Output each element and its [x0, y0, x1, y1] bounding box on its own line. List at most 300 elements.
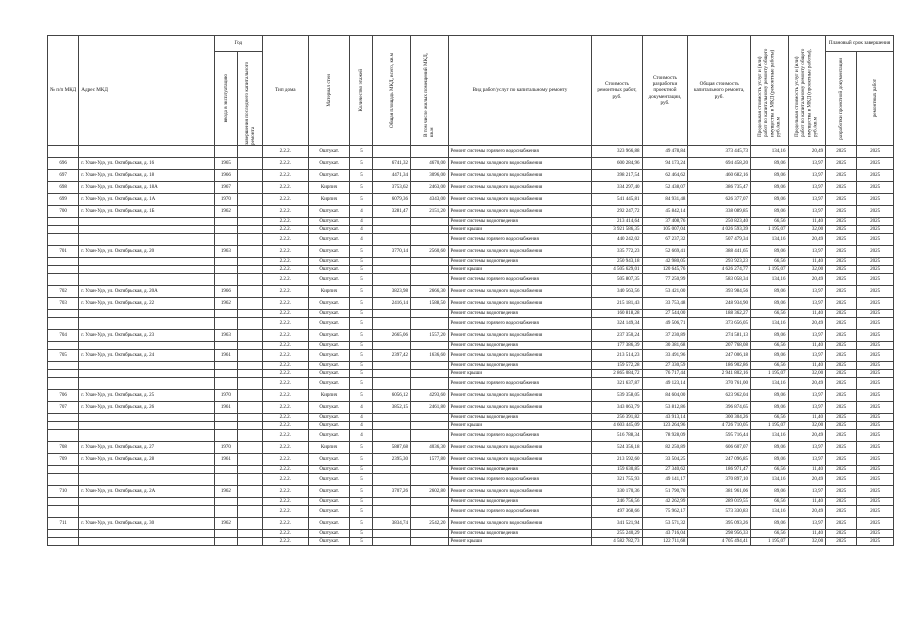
cell-total-cost: 4 705 494,41 — [688, 538, 751, 546]
cell-num — [48, 414, 79, 422]
cell-project-cost: 33 753,48 — [642, 298, 688, 310]
cell-repair-cost: 398 217,54 — [592, 170, 642, 182]
cell-max-cost-project: 11,40 — [788, 342, 826, 350]
cell-work-type: Ремонт системы горячего водоснабжения — [448, 234, 592, 246]
cell-floors: 5 — [350, 530, 373, 538]
cell-work-type: Ремонт системы холодного водоснабжения — [448, 518, 592, 530]
cell-address: г. Улан-Удэ, ул. Октябрьская, д. 25 — [79, 390, 215, 402]
cell-wall-material: Оштукат. — [308, 310, 350, 318]
cell-project-cost: 43 716,04 — [642, 530, 688, 538]
cell-max-cost: 89,06 — [750, 454, 788, 466]
cell-address — [79, 342, 215, 350]
cell-repair-cost: 3 921 586,35 — [592, 226, 642, 234]
cell-max-cost: 89,06 — [750, 158, 788, 170]
cell-work-type: Ремонт системы водоотведения — [448, 530, 592, 538]
cell-total-area — [373, 370, 411, 378]
cell-floors: 5 — [350, 390, 373, 402]
cell-house-type: 2.2.2. — [262, 390, 308, 402]
table-row — [48, 274, 894, 286]
cell-year-reconstruction — [237, 286, 262, 298]
cell-max-cost: 134,16 — [750, 146, 788, 158]
cell-wall-material: Кирпич — [308, 390, 350, 402]
cell-wall-material: Оштукат. — [308, 246, 350, 258]
cell-total-area — [373, 498, 411, 506]
cell-year-reconstruction — [237, 218, 262, 226]
cell-max-cost-project: 20,49 — [788, 146, 826, 158]
cell-wall-material: Оштукат. — [308, 414, 350, 422]
cell-num — [48, 266, 79, 274]
header-max-cost-project: Предельная стоимость услуг и (или) работ по капитальному ремонту общего имущества в МКД (проектные работы), руб./кв.м — [794, 48, 819, 137]
cell-max-cost-project: 20,49 — [788, 378, 826, 390]
cell-work-type: Ремонт системы холодного водоснабжения — [448, 442, 592, 454]
cell-total-area — [373, 466, 411, 474]
cell-living-area: 2151,20 — [410, 206, 448, 218]
cell-year-reconstruction — [237, 474, 262, 486]
cell-house-type: 2.2.2. — [262, 194, 308, 206]
cell-work-type: Ремонт системы горячего водоснабжения — [448, 318, 592, 330]
cell-wall-material: Оштукат. — [308, 274, 350, 286]
cell-repair-cost: 292 247,72 — [592, 206, 642, 218]
cell-total-cost: 381 961,06 — [688, 486, 751, 498]
cell-floors: 4 — [350, 234, 373, 246]
cell-wall-material: Оштукат. — [308, 422, 350, 430]
cell-floors: 5 — [350, 318, 373, 330]
table-row — [48, 378, 894, 390]
cell-plan-project: 2025 — [826, 226, 857, 234]
table-row — [48, 310, 894, 318]
table-row — [48, 530, 894, 538]
cell-total-cost: 207 768,08 — [688, 342, 751, 350]
cell-total-cost: 298 956,33 — [688, 530, 751, 538]
cell-plan-project: 2025 — [826, 350, 857, 362]
cell-max-cost-project: 13,97 — [788, 350, 826, 362]
cell-num: 703 — [48, 298, 79, 310]
cell-living-area: 2560,60 — [410, 246, 448, 258]
cell-living-area — [410, 266, 448, 274]
table-row — [48, 342, 894, 350]
cell-work-type: Ремонт системы холодного водоснабжения — [448, 206, 592, 218]
cell-house-type: 2.2.2. — [262, 170, 308, 182]
cell-repair-cost: 321 637,87 — [592, 378, 642, 390]
table-row — [48, 206, 894, 218]
cell-year-commissioning: 1962 — [214, 206, 237, 218]
cell-address: г. Улан-Удэ, ул. Октябрьская, д. 18 — [79, 170, 215, 182]
cell-max-cost-project: 20,49 — [788, 274, 826, 286]
cell-wall-material: Кирпич — [308, 194, 350, 206]
cell-max-cost-project: 13,97 — [788, 518, 826, 530]
cell-living-area — [410, 226, 448, 234]
header-wall-material: Материал стен — [326, 74, 332, 107]
cell-num: 710 — [48, 486, 79, 498]
cell-work-type: Ремонт системы горячего водоснабжения — [448, 474, 592, 486]
cell-floors: 5 — [350, 310, 373, 318]
cell-work-type: Ремонт крыши — [448, 538, 592, 546]
cell-work-type: Ремонт системы холодного водоснабжения — [448, 286, 592, 298]
header-plan-works: ремонтных работ — [872, 79, 879, 118]
cell-plan-project: 2025 — [826, 538, 857, 546]
cell-house-type: 2.2.2. — [262, 146, 308, 158]
cell-year-commissioning — [214, 474, 237, 486]
cell-house-type: 2.2.2. — [262, 538, 308, 546]
cell-plan-works: 2025 — [857, 342, 894, 350]
cell-project-cost: 75 962,17 — [642, 506, 688, 518]
cell-total-area — [373, 146, 411, 158]
cell-plan-works: 2025 — [857, 362, 894, 370]
cell-total-area: 3281,47 — [373, 206, 411, 218]
cell-total-area: 3852,15 — [373, 402, 411, 414]
cell-work-type: Ремонт системы холодного водоснабжения — [448, 402, 592, 414]
cell-project-cost: 52 669,41 — [642, 246, 688, 258]
cell-year-reconstruction — [237, 258, 262, 266]
cell-repair-cost: 4 603 445,09 — [592, 422, 642, 430]
cell-living-area — [410, 218, 448, 226]
cell-house-type: 2.2.2. — [262, 378, 308, 390]
cell-repair-cost: 497 368,66 — [592, 506, 642, 518]
cell-plan-project: 2025 — [826, 258, 857, 266]
cell-project-cost: 43 913,14 — [642, 414, 688, 422]
cell-total-cost: 250 823,40 — [688, 218, 751, 226]
cell-house-type: 2.2.2. — [262, 246, 308, 258]
cell-repair-cost: 4 505 629,01 — [592, 266, 642, 274]
cell-plan-works: 2025 — [857, 218, 894, 226]
cell-plan-works: 2025 — [857, 206, 894, 218]
cell-floors: 5 — [350, 146, 373, 158]
cell-work-type: Ремонт системы водоотведения — [448, 362, 592, 370]
cell-house-type: 2.2.2. — [262, 442, 308, 454]
cell-house-type: 2.2.2. — [262, 370, 308, 378]
cell-total-cost: 293 923,23 — [688, 258, 751, 266]
cell-year-commissioning — [214, 146, 237, 158]
cell-total-cost: 573 330,83 — [688, 506, 751, 518]
header-repair-cost: Стоимость ремонтных работ, руб. — [592, 36, 642, 146]
cell-year-reconstruction — [237, 246, 262, 258]
table-row — [48, 466, 894, 474]
cell-wall-material: Оштукат. — [308, 234, 350, 246]
cell-work-type: Ремонт крыши — [448, 370, 592, 378]
cell-total-cost: 289 019,55 — [688, 498, 751, 506]
cell-year-commissioning — [214, 498, 237, 506]
cell-max-cost-project: 13,97 — [788, 486, 826, 498]
cell-address — [79, 474, 215, 486]
cell-project-cost: 33 491,96 — [642, 350, 688, 362]
cell-plan-works: 2025 — [857, 538, 894, 546]
cell-wall-material: Кирпич — [308, 182, 350, 194]
cell-max-cost-project: 13,97 — [788, 390, 826, 402]
cell-num — [48, 342, 79, 350]
cell-plan-project: 2025 — [826, 234, 857, 246]
cell-address — [79, 310, 215, 318]
table-row — [48, 318, 894, 330]
cell-work-type: Ремонт системы водоотведения — [448, 498, 592, 506]
cell-plan-project: 2025 — [826, 414, 857, 422]
cell-address — [79, 234, 215, 246]
header-plan-project: разработки проектной документации — [838, 57, 845, 140]
cell-project-cost: 94 173,24 — [642, 158, 688, 170]
cell-max-cost-project: 32,00 — [788, 538, 826, 546]
table-row — [48, 422, 894, 430]
cell-repair-cost: 516 788,34 — [592, 430, 642, 442]
cell-living-area — [410, 234, 448, 246]
cell-max-cost: 66,56 — [750, 498, 788, 506]
cell-living-area — [410, 466, 448, 474]
cell-address: г. Улан-Удэ, ул. Октябрьская, д. 28 — [79, 454, 215, 466]
cell-num: 704 — [48, 330, 79, 342]
cell-project-cost: 49 478,84 — [642, 146, 688, 158]
cell-max-cost: 89,06 — [750, 486, 788, 498]
cell-total-cost: 583 058,34 — [688, 274, 751, 286]
table-row — [48, 454, 894, 466]
cell-wall-material: Оштукат. — [308, 454, 350, 466]
cell-max-cost: 66,56 — [750, 466, 788, 474]
cell-total-area: 3770,14 — [373, 246, 411, 258]
cell-max-cost-project: 13,97 — [788, 454, 826, 466]
cell-max-cost: 134,16 — [750, 474, 788, 486]
cell-project-cost: 49 506,71 — [642, 318, 688, 330]
cell-project-cost: 27 340,62 — [642, 466, 688, 474]
cell-address — [79, 506, 215, 518]
cell-wall-material: Оштукат. — [308, 206, 350, 218]
cell-work-type: Ремонт системы водоотведения — [448, 258, 592, 266]
cell-max-cost-project: 32,00 — [788, 370, 826, 378]
cell-total-cost: 626 377,07 — [688, 194, 751, 206]
cell-address — [79, 498, 215, 506]
cell-floors: 5 — [350, 158, 373, 170]
cell-year-reconstruction — [237, 350, 262, 362]
cell-year-reconstruction — [237, 274, 262, 286]
cell-living-area: 1557,20 — [410, 330, 448, 342]
cell-total-cost: 4 026 593,39 — [688, 226, 751, 234]
cell-address: г. Улан-Удэ, ул. Октябрьская, д. 20 — [79, 246, 215, 258]
cell-plan-works: 2025 — [857, 442, 894, 454]
cell-year-commissioning — [214, 506, 237, 518]
cell-floors: 5 — [350, 330, 373, 342]
table-row — [48, 430, 894, 442]
table-row — [48, 194, 894, 206]
cell-floors: 5 — [350, 182, 373, 194]
cell-plan-works: 2025 — [857, 454, 894, 466]
cell-num — [48, 506, 79, 518]
cell-wall-material: Оштукат. — [308, 538, 350, 546]
cell-repair-cost: 246 756,56 — [592, 498, 642, 506]
cell-max-cost: 89,06 — [750, 518, 788, 530]
cell-total-cost: 300 304,26 — [688, 414, 751, 422]
cell-total-cost: 247 096,85 — [688, 454, 751, 466]
cell-year-commissioning: 1966 — [214, 286, 237, 298]
cell-repair-cost: 213 414,64 — [592, 218, 642, 226]
cell-year-commissioning — [214, 234, 237, 246]
header-living-area: В том числе жилых помещений МКД, кв.м — [423, 52, 436, 137]
cell-num: 708 — [48, 442, 79, 454]
cell-total-area — [373, 310, 411, 318]
cell-repair-cost: 440 242,02 — [592, 234, 642, 246]
cell-address — [79, 218, 215, 226]
cell-plan-works: 2025 — [857, 330, 894, 342]
cell-total-cost: 186 971,47 — [688, 466, 751, 474]
cell-total-cost: 247 006,18 — [688, 350, 751, 362]
table-row — [48, 362, 894, 370]
cell-living-area — [410, 414, 448, 422]
cell-year-commissioning — [214, 466, 237, 474]
cell-project-cost: 84 931,48 — [642, 194, 688, 206]
cell-num — [48, 370, 79, 378]
cell-house-type: 2.2.2. — [262, 498, 308, 506]
cell-year-reconstruction — [237, 414, 262, 422]
cell-year-reconstruction — [237, 518, 262, 530]
cell-repair-cost: 159 572,28 — [592, 362, 642, 370]
cell-max-cost: 1 195,07 — [750, 226, 788, 234]
cell-max-cost-project: 32,00 — [788, 422, 826, 430]
cell-year-commissioning — [214, 318, 237, 330]
cell-max-cost-project: 13,97 — [788, 402, 826, 414]
cell-house-type: 2.2.2. — [262, 466, 308, 474]
cell-work-type: Ремонт системы холодного водоснабжения — [448, 454, 592, 466]
cell-num — [48, 146, 79, 158]
cell-address — [79, 226, 215, 234]
cell-address: г. Улан-Удэ, ул. Октябрьская, д. 22 — [79, 298, 215, 310]
cell-plan-project: 2025 — [826, 422, 857, 430]
cell-year-commissioning — [214, 422, 237, 430]
cell-living-area: 2461,80 — [410, 402, 448, 414]
cell-project-cost: 42 262,99 — [642, 498, 688, 506]
cell-plan-works: 2025 — [857, 310, 894, 318]
cell-total-area — [373, 266, 411, 274]
cell-project-cost: 53 571,32 — [642, 518, 688, 530]
table-row — [48, 182, 894, 194]
cell-address: г. Улан-Удэ, ул. Октябрьская, д. 24 — [79, 350, 215, 362]
cell-year-commissioning: 1970 — [214, 390, 237, 402]
cell-repair-cost: 524 356,18 — [592, 442, 642, 454]
cell-repair-cost: 250 943,18 — [592, 258, 642, 266]
cell-max-cost: 89,06 — [750, 402, 788, 414]
cell-project-cost: 82 250,89 — [642, 442, 688, 454]
cell-address: г. Улан-Удэ, ул. Октябрьская, д. 16 — [79, 158, 215, 170]
cell-project-cost: 120 645,76 — [642, 266, 688, 274]
cell-plan-project: 2025 — [826, 194, 857, 206]
cell-wall-material: Оштукат. — [308, 362, 350, 370]
cell-floors: 5 — [350, 274, 373, 286]
cell-plan-project: 2025 — [826, 274, 857, 286]
cell-total-cost: 694 458,20 — [688, 158, 751, 170]
cell-wall-material: Оштукат. — [308, 486, 350, 498]
cell-max-cost-project: 13,97 — [788, 194, 826, 206]
cell-total-area — [373, 414, 411, 422]
cell-house-type: 2.2.2. — [262, 206, 308, 218]
cell-repair-cost: 159 630,85 — [592, 466, 642, 474]
cell-plan-works: 2025 — [857, 370, 894, 378]
cell-living-area: 4670,00 — [410, 158, 448, 170]
cell-total-cost: 4 726 710,05 — [688, 422, 751, 430]
cell-house-type: 2.2.2. — [262, 350, 308, 362]
cell-plan-project: 2025 — [826, 390, 857, 402]
header-work-type: Вид работ/услуг по капитальному ремонту — [448, 36, 592, 146]
table-row — [48, 266, 894, 274]
cell-floors: 5 — [350, 370, 373, 378]
cell-living-area: 4293,60 — [410, 390, 448, 402]
cell-wall-material: Оштукат. — [308, 498, 350, 506]
cell-total-cost: 507 479,34 — [688, 234, 751, 246]
cell-project-cost: 49 123,14 — [642, 378, 688, 390]
cell-year-reconstruction — [237, 370, 262, 378]
cell-project-cost: 122 711,68 — [642, 538, 688, 546]
cell-living-area — [410, 258, 448, 266]
cell-num — [48, 430, 79, 442]
cell-project-cost: 37 230,89 — [642, 330, 688, 342]
cell-total-cost: 186 902,86 — [688, 362, 751, 370]
cell-total-area — [373, 342, 411, 350]
cell-address: г. Улан-Удэ, ул. Октябрьская, д. 1Б — [79, 206, 215, 218]
cell-total-area — [373, 226, 411, 234]
cell-repair-cost: 323 966,88 — [592, 146, 642, 158]
cell-project-cost: 84 604,00 — [642, 390, 688, 402]
cell-total-cost: 386 735,47 — [688, 182, 751, 194]
cell-max-cost-project: 11,40 — [788, 498, 826, 506]
cell-year-commissioning — [214, 218, 237, 226]
cell-year-reconstruction — [237, 330, 262, 342]
cell-work-type: Ремонт системы холодного водоснабжения — [448, 194, 592, 206]
cell-num: 698 — [48, 182, 79, 194]
capital-repair-table — [47, 35, 894, 546]
cell-work-type: Ремонт системы водоотведения — [448, 342, 592, 350]
cell-num: 705 — [48, 350, 79, 362]
header-max-cost: Предельная стоимость услуг и (или) работ по капитальному ремонту общего имущества в МКД (ремонтные работы) руб./кв.м — [756, 48, 782, 137]
table-row — [48, 226, 894, 234]
cell-max-cost-project: 13,97 — [788, 298, 826, 310]
cell-max-cost-project: 13,97 — [788, 330, 826, 342]
cell-wall-material: Оштукат. — [308, 146, 350, 158]
header-total-cost: Общая стоимость капитального ремонта, руб. — [688, 36, 751, 146]
table-row — [48, 330, 894, 342]
cell-max-cost: 89,06 — [750, 298, 788, 310]
cell-house-type: 2.2.2. — [262, 486, 308, 498]
cell-year-reconstruction — [237, 530, 262, 538]
cell-plan-works: 2025 — [857, 414, 894, 422]
cell-max-cost-project: 20,49 — [788, 318, 826, 330]
cell-year-reconstruction — [237, 378, 262, 390]
cell-project-cost: 37 408,76 — [642, 218, 688, 226]
cell-max-cost: 89,06 — [750, 286, 788, 298]
cell-repair-cost: 340 563,56 — [592, 286, 642, 298]
cell-house-type: 2.2.2. — [262, 342, 308, 350]
cell-num — [48, 310, 79, 318]
cell-living-area — [410, 362, 448, 370]
cell-plan-works: 2025 — [857, 246, 894, 258]
cell-repair-cost: 2 865 084,72 — [592, 370, 642, 378]
cell-year-commissioning: 1961 — [214, 454, 237, 466]
cell-project-cost: 30 381,68 — [642, 342, 688, 350]
cell-total-area — [373, 378, 411, 390]
cell-total-cost: 395 093,26 — [688, 518, 751, 530]
cell-project-cost: 67 237,32 — [642, 234, 688, 246]
cell-house-type: 2.2.2. — [262, 266, 308, 274]
cell-num — [48, 466, 79, 474]
cell-num — [48, 498, 79, 506]
cell-floors: 5 — [350, 506, 373, 518]
cell-floors: 5 — [350, 170, 373, 182]
cell-total-area: 2665,06 — [373, 330, 411, 342]
cell-max-cost: 1 195,07 — [750, 266, 788, 274]
cell-year-commissioning: 1961 — [214, 350, 237, 362]
cell-project-cost: 27 544,00 — [642, 310, 688, 318]
cell-address — [79, 530, 215, 538]
cell-num: 709 — [48, 454, 79, 466]
cell-plan-project: 2025 — [826, 218, 857, 226]
header-total-area: Общая площадь МКД, всего, кв.м — [388, 53, 395, 128]
cell-project-cost: 51 790,70 — [642, 486, 688, 498]
cell-house-type: 2.2.2. — [262, 258, 308, 266]
cell-num — [48, 234, 79, 246]
cell-max-cost-project: 32,00 — [788, 266, 826, 274]
cell-total-area — [373, 258, 411, 266]
